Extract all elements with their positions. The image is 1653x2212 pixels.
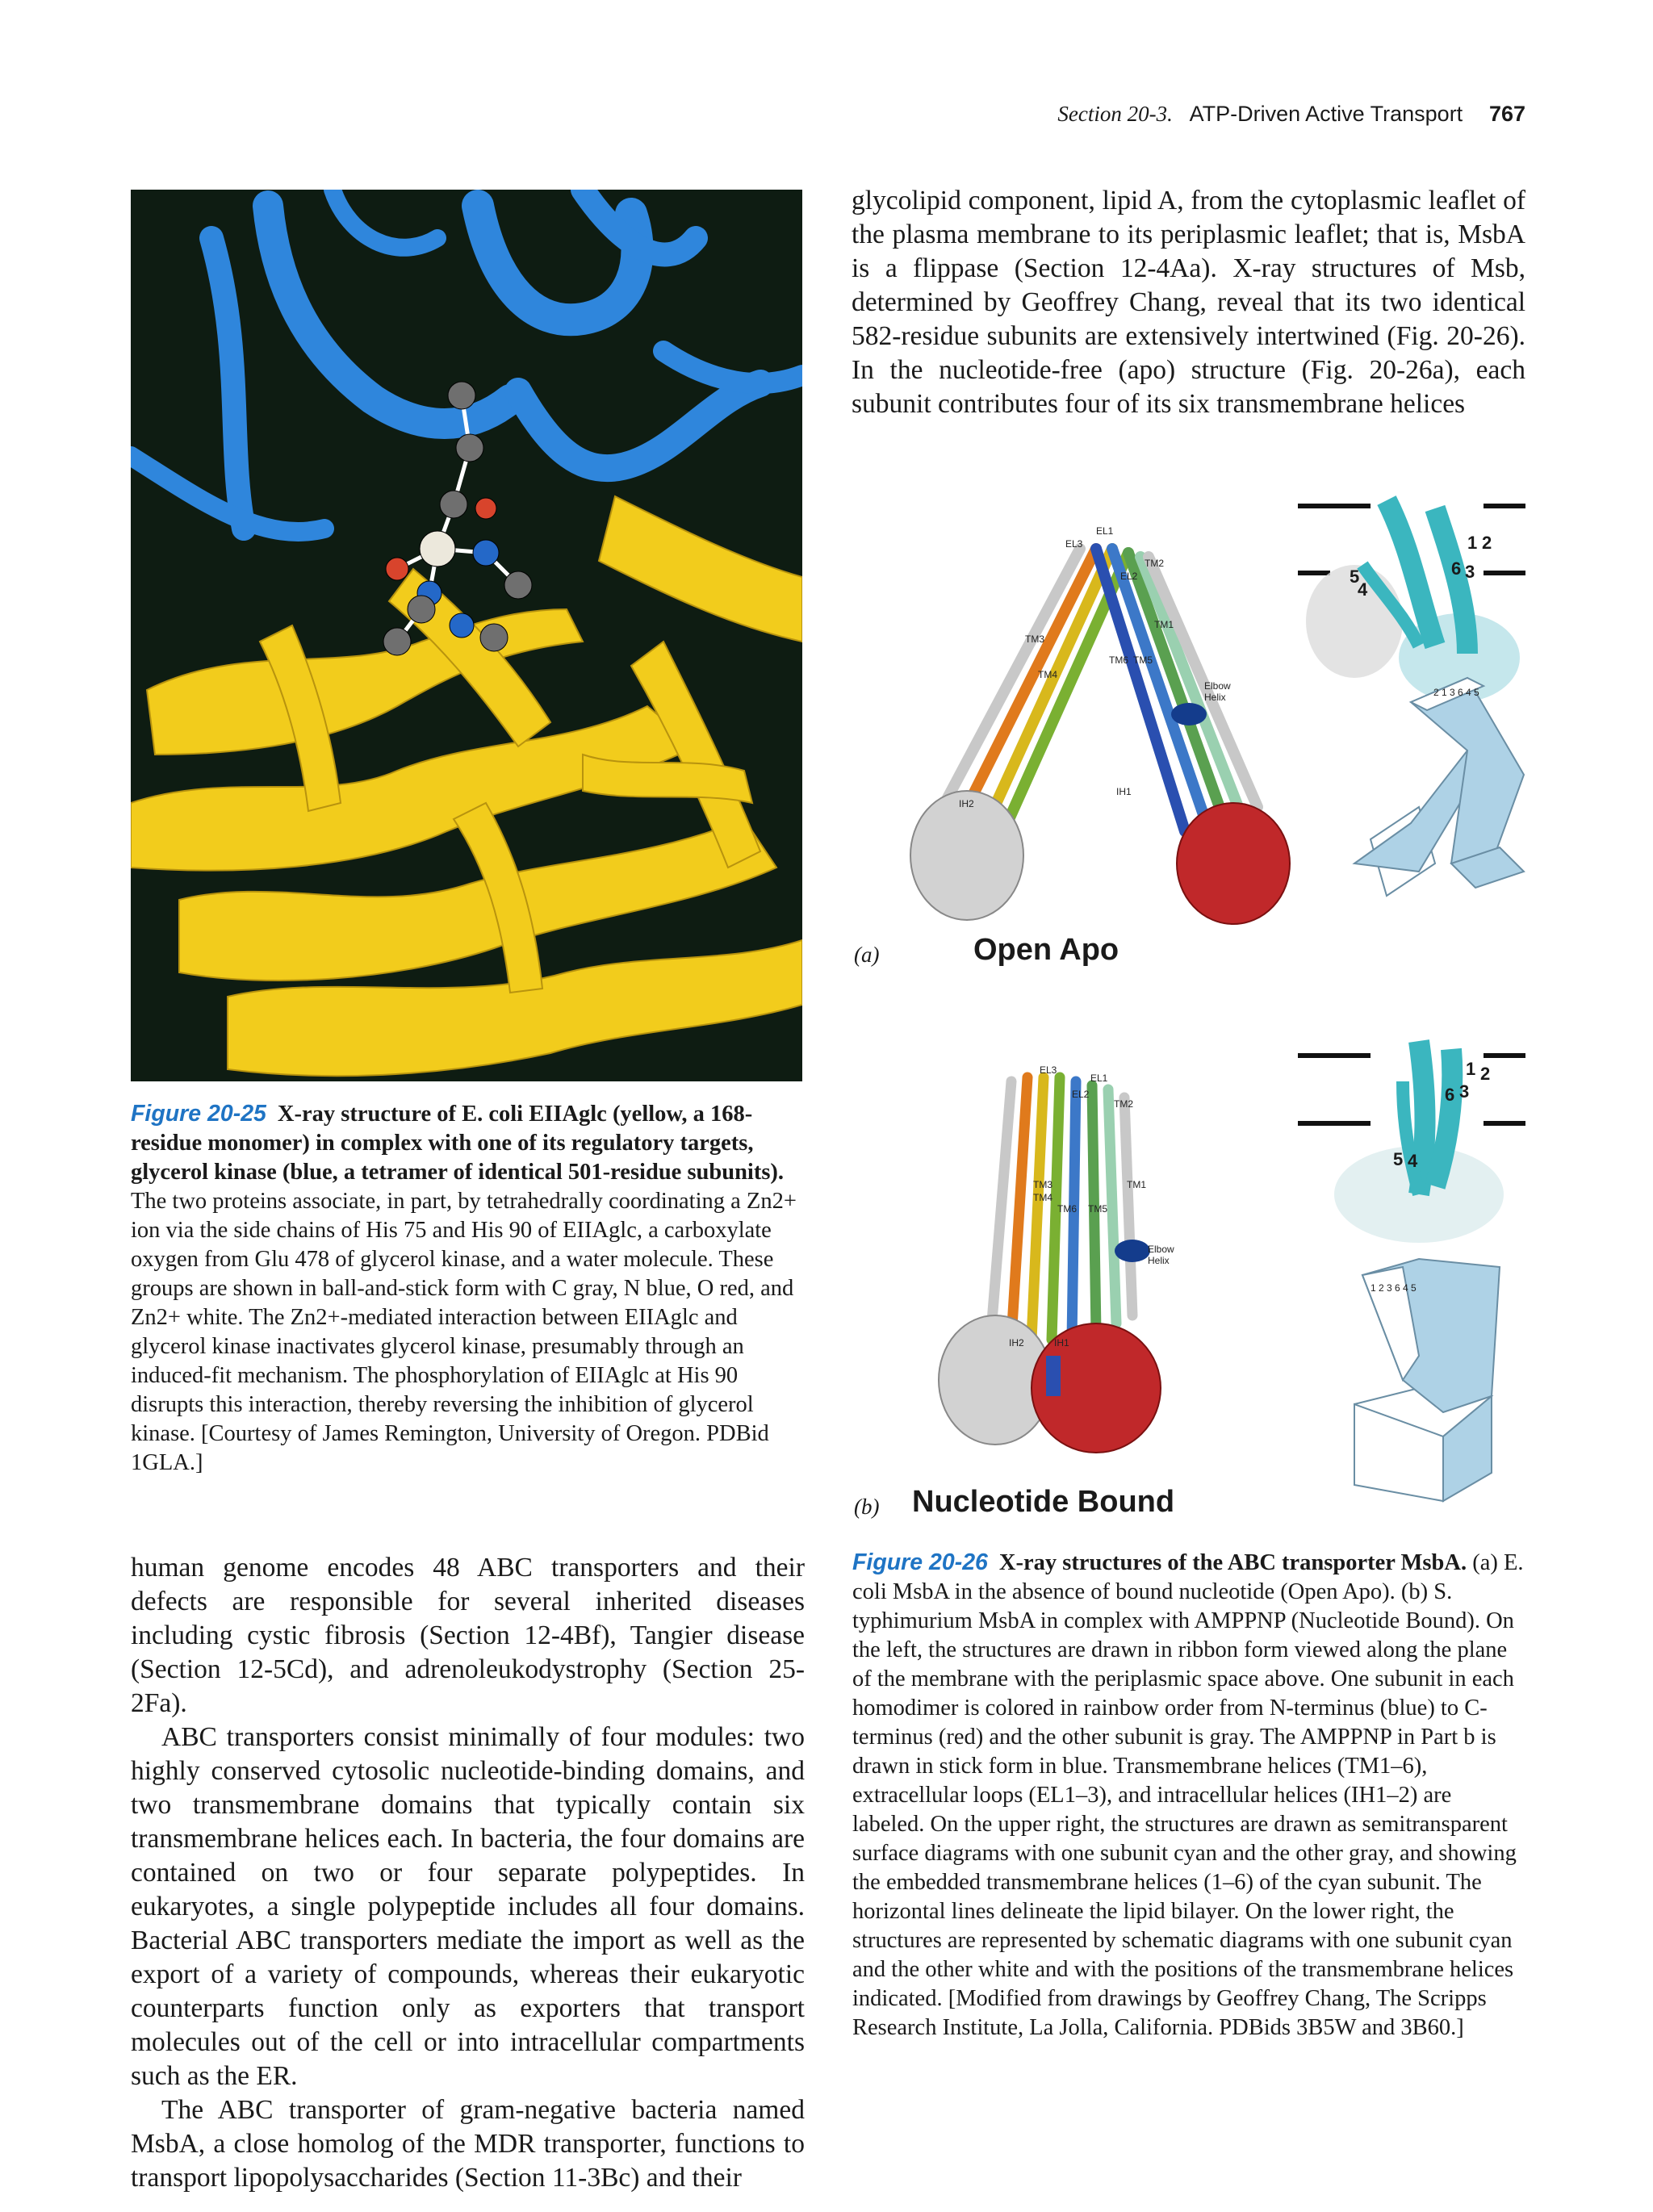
protein-structure-illustration	[131, 190, 802, 1081]
body-text-left-bottom	[131, 1551, 805, 2195]
ribbon-label: IH2	[959, 798, 974, 809]
running-head-section: Section 20-3.	[1057, 102, 1173, 126]
caption-title: X-ray structure of E. coli EIIAglc (yellow, a 168-residue monomer) in complex with one of its regulatory targets, glycerol kinase (blue, a tetramer of identical 501-residue subunits).	[131, 1102, 785, 1185]
caption-body: The two proteins associate, in part, by tetrahedrally coordinating a Zn2+ ion via the side chains of His 75 and His 90 of EIIAglc, a carboxylate oxygen from Glu 478 of glycerol kinase, and a water molecule. These groups are shown in ball-and-stick form with C gray, N blue, O red, and Zn2+ white. The Zn2+-mediated interaction between EIIAglc and glycerol kinase inactivates glycerol kinase, presumably through an induced-fit mechanism. The phosphorylation of EIIAglc at His 90 disrupts this interaction, thereby reversing the inhibition of glycerol kinase. [Courtesy of James Remington, University of Oregon. PDBid 1GLA.]	[131, 1189, 797, 1475]
ribbon-label: Elbow	[1148, 1244, 1174, 1255]
caption-title: X-ray structures of the ABC transporter MsbA.	[998, 1550, 1467, 1575]
panel-label-b: (b)	[854, 1495, 880, 1519]
paragraph: The ABC transporter of gram-negative bacteria named MsbA, a close homolog of the MDR transporter, functions to transport lipopolysaccharides (Section 11-3Bc) and their	[131, 2095, 805, 2193]
page-number: 767	[1488, 102, 1525, 126]
helix-number: 5	[1393, 1149, 1404, 1169]
paragraph: glycolipid component, lipid A, from the cytoplasmic leaflet of the plasma membrane to its periplasmic leaflet; that is, MsbA is a flippase (Section 12-4Aa). X-ray structures of Msb, determined by Geoffrey Chang, reveal that its two identical 582-residue subunits are extensively intertwined (Fig. 20-26). In the nucleotide-free (apo) structure (Fig. 20-26a), each subunit contributes four of its six transmembrane helices	[852, 186, 1525, 419]
helix-number: 1	[1467, 533, 1478, 553]
schematic-helix-numbers: 1 2 3 6 4 5	[1371, 1282, 1417, 1294]
ribbon-label: TM4	[1033, 1192, 1052, 1203]
figure-label: Figure 20-26	[852, 1549, 988, 1575]
ribbon-label: TM2	[1114, 1098, 1133, 1110]
figure-20-25-image	[131, 190, 802, 1081]
ribbon-label: EL1	[1096, 525, 1114, 537]
helix-number: 4	[1408, 1151, 1418, 1171]
caption-body: (a) E. coli MsbA in the absence of bound nucleotide (Open Apo). (b) S. typhimurium MsbA in complex with AMPPNP (Nucleotide Bound). On the left, the structures are drawn in ribbon form viewed along the plane of the membrane with the periplasmic space above. One subunit in each homodimer is colored in rainbow order from N-terminus (blue) to C-terminus (red) and the other subunit is gray. The AMPPNP in Part b is drawn in stick form in blue. Transmembrane helices (TM1–6), extracellular loops (EL1–3), and intracellular helices (IH1–2) are labeled. On the upper right, the structures are drawn as semitransparent surface diagrams with one subunit cyan and the other gray, and showing the embedded transmembrane helices (1–6) of the cyan subunit. The horizontal lines delineate the lipid bilayer. On the lower right, the structures are represented by schematic diagrams with one subunit cyan and the other white and with the positions of the transmembrane helices indicated. [Modified from drawings by Geoffrey Chang, The Scripps Research Institute, La Jolla, California. PDBids 3B5W and 3B60.]	[852, 1550, 1524, 2040]
ribbon-label: IH1	[1116, 786, 1132, 797]
ribbon-label: TM6	[1057, 1203, 1077, 1215]
ribbon-label: TM1	[1154, 619, 1174, 630]
running-head	[888, 102, 1525, 127]
helix-number: 5	[1350, 567, 1360, 587]
helix-number: 3	[1459, 1081, 1470, 1102]
figure-label: Figure 20-25	[131, 1101, 266, 1127]
ribbon-label: TM2	[1145, 558, 1164, 569]
ribbon-label: Helix	[1148, 1255, 1170, 1266]
body-text-right-top	[852, 184, 1525, 421]
helix-number: 3	[1465, 562, 1475, 582]
open-apo-structure-drawing	[854, 484, 1525, 978]
panel-label-a: (a)	[854, 943, 880, 967]
figure-20-26-panel-b	[854, 1033, 1525, 1533]
ribbon-label: TM5	[1133, 654, 1153, 666]
ribbon-label: EL2	[1120, 571, 1138, 582]
ribbon-label: EL1	[1090, 1073, 1108, 1084]
helix-number: 6	[1445, 1085, 1455, 1105]
ribbon-label: IH1	[1054, 1337, 1069, 1349]
schematic-helix-numbers: 2 1 3 6 4 5	[1433, 687, 1479, 698]
helix-number: 2	[1480, 1064, 1491, 1084]
ribbon-label: TM6	[1109, 654, 1128, 666]
helix-number: 1	[1466, 1059, 1476, 1079]
ribbon-label: TM3	[1033, 1179, 1052, 1190]
ribbon-label: EL3	[1065, 538, 1083, 550]
panel-title-nucleotide-bound: Nucleotide Bound	[912, 1485, 1175, 1519]
running-head-title: ATP-Driven Active Transport	[1189, 102, 1463, 126]
ribbon-label: EL3	[1040, 1064, 1057, 1076]
panel-title-open-apo: Open Apo	[973, 933, 1119, 967]
ribbon-label: IH2	[1009, 1337, 1024, 1349]
nucleotide-bound-structure-drawing	[854, 1033, 1525, 1533]
helix-number: 4	[1358, 579, 1368, 600]
helix-number: 6	[1451, 558, 1462, 579]
helix-number: 2	[1482, 533, 1492, 553]
ribbon-label: Helix	[1204, 692, 1226, 703]
figure-20-26-caption	[852, 1548, 1524, 2043]
ribbon-label: TM3	[1025, 633, 1044, 645]
ribbon-label: EL2	[1072, 1089, 1090, 1100]
paragraph: ABC transporters consist minimally of four modules: two highly conserved cytosolic nucleotide-binding domains, and two transmembrane domains that typically contain six transmembrane helices each. In bacteria, the four domains are contained on two or four separate polypeptides. In eukaryotes, a single polypeptide includes all four domains. Bacterial ABC transporters mediate the import as well as the export of a variety of compounds, whereas their eukaryotic counterparts function only as exporters that transport molecules out of the cell or into intracellular compartments such as the ER.	[131, 1722, 805, 2091]
figure-20-26-panel-a	[854, 484, 1525, 978]
paragraph: human genome encodes 48 ABC transporters and their defects are responsible for several inherited diseases including cystic fibrosis (Section 12-4Bf), Tangier disease (Section 12-5Cd), and adrenoleukodystrophy (Section 25-2Fa).	[131, 1553, 805, 1718]
figure-20-25-caption	[131, 1099, 802, 1478]
ribbon-label: TM4	[1038, 669, 1057, 680]
ribbon-label: Elbow	[1204, 680, 1231, 692]
ribbon-label: TM5	[1088, 1203, 1107, 1215]
ribbon-label: TM1	[1127, 1179, 1146, 1190]
